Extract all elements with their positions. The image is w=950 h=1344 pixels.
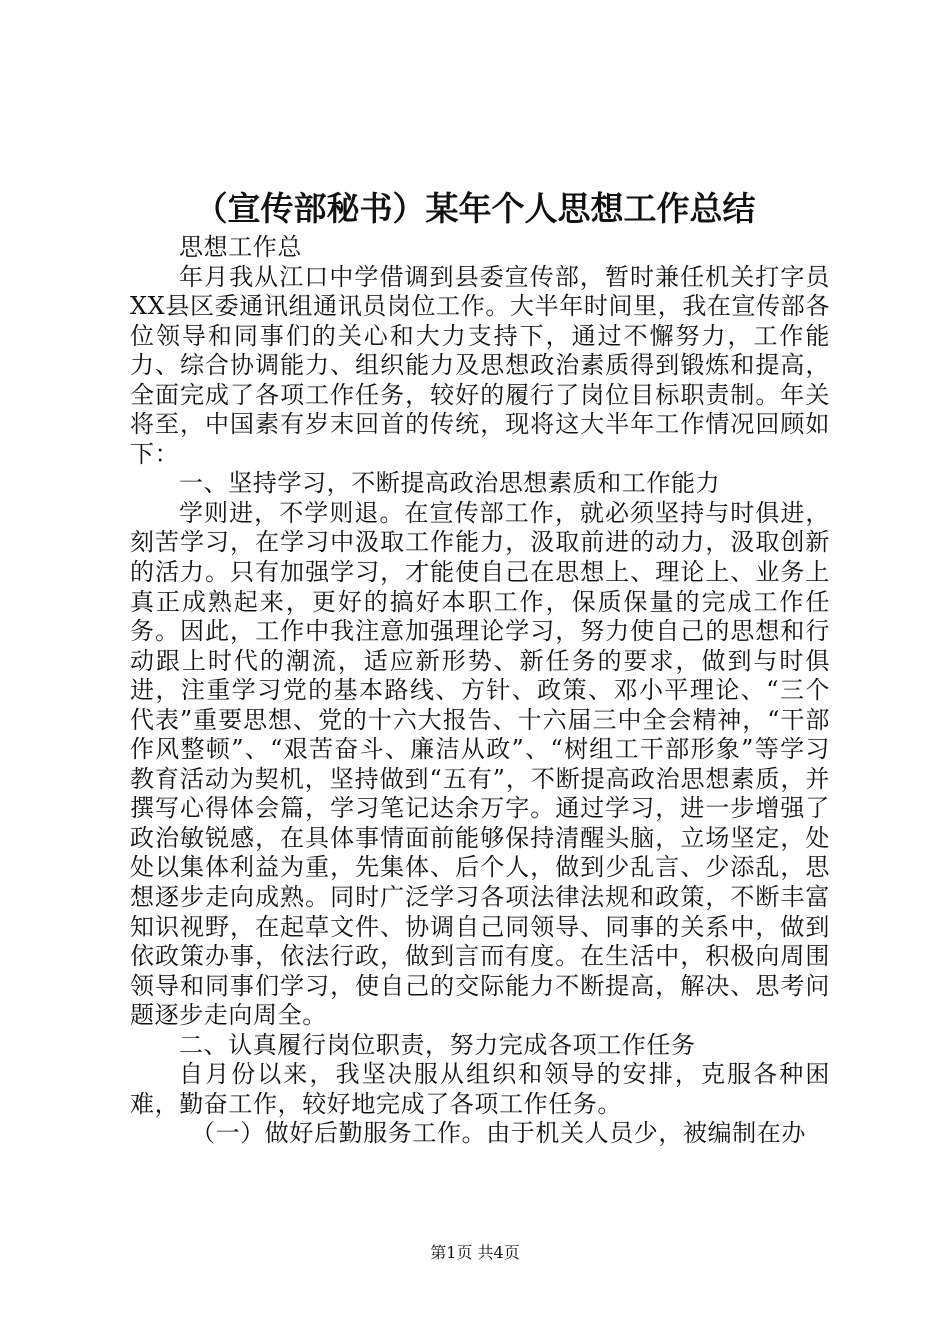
paragraph-intro: 年月我从江口中学借调到县委宣传部，暂时兼任机关打字员XX县区委通讯组通讯员岗位工作。大半年时间里，我在宣传部各位领导和同事们的关心和大力支持下，通过不懈努力，工作能力、综合协调能力、组织能力及思想政治素质得到锻炼和提高，全面完成了各项工作任务，较好的履行了岗位目标职责制。年关将至，中国素有岁末回首的传统，现将这大半年工作情况回顾如下：: [130, 262, 830, 468]
section-heading-2: 二、认真履行岗位职责，努力完成各项工作任务: [179, 1030, 696, 1059]
section-heading-1: 一、坚持学习，不断提高政治思想素质和工作能力: [179, 469, 721, 498]
paragraph-study: 学则进，不学则退。在宣传部工作，就必须坚持与时俱进，刻苦学习，在学习中汲取工作能力，汲取前进的动力，汲取创新的活力。只有加强学习，才能使自己在思想上、理论上、业务上真正成熟起来，更好的搞好本职工作，保质保量的完成工作任务。因此，工作中我注意加强理论学习，努力使自己的思想和行动跟上时代的潮流，适应新形势、新任务的要求，做到与时俱进，注重学习党的基本路线、方针、政策、邓小平理论、“三个代表”重要思想、党的十六大报告、十六届三中全会精神，“干部作风整顿”、“艰苦奋斗、廉洁从政”、“树组工干部形象”等学习教育活动为契机，坚持做到“五有”，不断提高政治思想素质，并撰写心得体会篇，学习笔记达余万字。通过学习，进一步增强了政治敏锐感，在具体事情面前能够保持清醒头脑，立场坚定，处处以集体利益为重，先集体、后个人，做到少乱言、少添乱，思想逐步走向成熟。同时广泛学习各项法律法规和政策，不断丰富知识视野，在起草文件、协调自己同领导、同事的关系中，做到依政策办事，依法行政，做到言而有度。在生活中，积极向周围领导和同事们学习，使自己的交际能力不断提高，解决、思考问题逐步走向周全。: [130, 498, 830, 1030]
paragraph-duties: 自月份以来，我坚决服从组织和领导的安排，克服各种困难，勤奋工作，较好地完成了各项工作任务。: [130, 1060, 830, 1118]
document-body: [130, 233, 830, 1149]
document-title: （宣传部秘书）某年个人思想工作总结: [194, 189, 756, 228]
subsection-heading-1: （一）做好后勤服务工作。由于机关人员少，被编制在办: [191, 1119, 806, 1148]
paragraph-heading-fragment: 思想工作总: [179, 233, 302, 261]
page-number-footer: 第1页 共4页: [430, 1243, 520, 1262]
